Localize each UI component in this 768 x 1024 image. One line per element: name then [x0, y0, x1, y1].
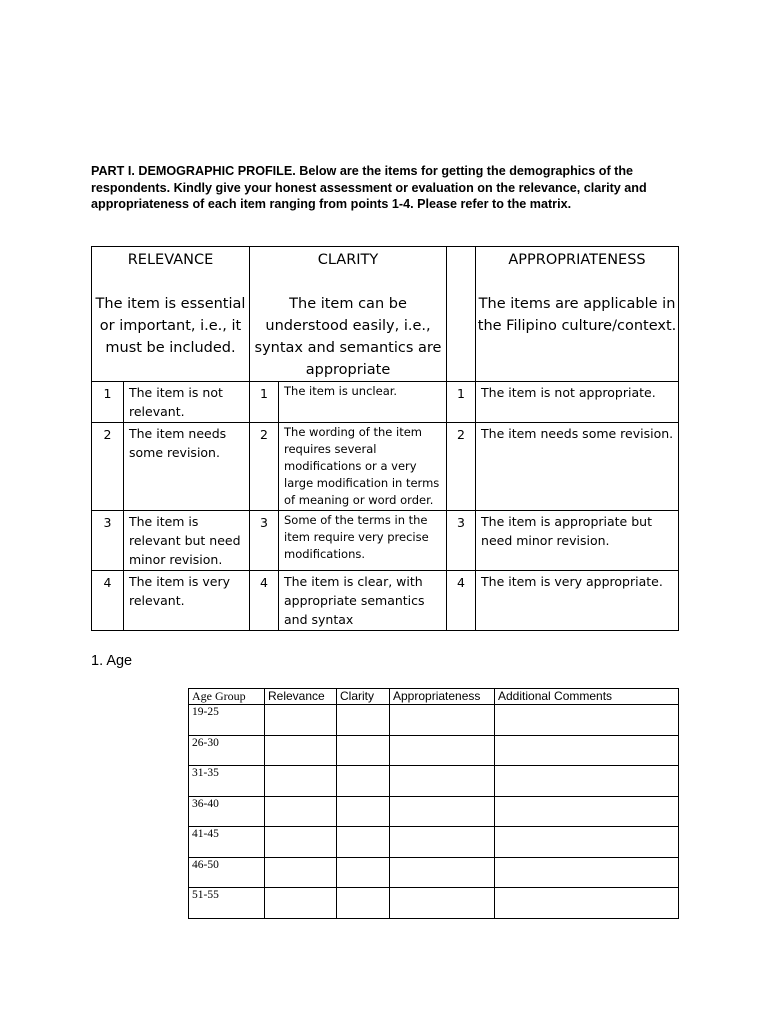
- relevance-text: The item is very relevant.: [124, 571, 250, 631]
- clarity-input-cell[interactable]: [337, 735, 390, 766]
- clarity-score: 2: [250, 423, 279, 511]
- clarity-text: The item is unclear.: [279, 382, 447, 423]
- appropriateness-input-cell[interactable]: [390, 796, 495, 827]
- age-table-header-row: [189, 689, 679, 705]
- appropriateness-text: The item is very appropriate.: [476, 571, 679, 631]
- clarity-input-cell[interactable]: [337, 705, 390, 736]
- clarity-score: 1: [250, 382, 279, 423]
- appropriateness-description: The items are applicable in the Filipino culture/context.: [477, 296, 677, 334]
- appropriateness-input-cell[interactable]: [390, 888, 495, 919]
- relevance-title: RELEVANCE: [127, 252, 214, 268]
- appropriateness-score: 3: [447, 511, 476, 571]
- table-row: [189, 827, 679, 858]
- appropriateness-score: 2: [447, 423, 476, 511]
- table-row: [189, 705, 679, 736]
- age-group-cell: 36-40: [189, 796, 265, 827]
- relevance-input-cell[interactable]: [265, 857, 337, 888]
- comments-input-cell[interactable]: [495, 705, 679, 736]
- clarity-input-cell[interactable]: [337, 888, 390, 919]
- clarity-score: 4: [250, 571, 279, 631]
- comments-input-cell[interactable]: [495, 735, 679, 766]
- clarity-score: 3: [250, 511, 279, 571]
- appropriateness-title: APPROPRIATENESS: [508, 252, 646, 268]
- appropriateness-spacer: [447, 247, 476, 382]
- clarity-description: The item can be understood easily, i.e., syntax and semantics are appropriate: [254, 296, 442, 378]
- comments-input-cell[interactable]: [495, 827, 679, 858]
- comments-input-cell[interactable]: [495, 857, 679, 888]
- comments-input-cell[interactable]: [495, 796, 679, 827]
- table-row: [189, 888, 679, 919]
- clarity-input-cell[interactable]: [337, 857, 390, 888]
- appropriateness-input-cell[interactable]: [390, 857, 495, 888]
- appropriateness-text: The item is appropriate but need minor revision.: [476, 511, 679, 571]
- relevance-text: The item needs some revision.: [124, 423, 250, 511]
- relevance-input-cell[interactable]: [265, 735, 337, 766]
- appropriateness-input-cell[interactable]: [390, 705, 495, 736]
- age-group-cell: 31-35: [189, 766, 265, 797]
- appropriateness-input-cell[interactable]: [390, 766, 495, 797]
- age-group-cell: 41-45: [189, 827, 265, 858]
- clarity-input-cell[interactable]: [337, 766, 390, 797]
- comments-input-cell[interactable]: [495, 888, 679, 919]
- clarity-text: Some of the terms in the item require very precise modifications.: [279, 511, 447, 571]
- relevance-score: 2: [92, 423, 124, 511]
- comments-input-cell[interactable]: [495, 766, 679, 797]
- relevance-text: The item is relevant but need minor revision.: [124, 511, 250, 571]
- appropriateness-input-cell[interactable]: [390, 735, 495, 766]
- relevance-input-cell[interactable]: [265, 827, 337, 858]
- clarity-text: The item is clear, with appropriate semantics and syntax: [279, 571, 447, 631]
- age-group-cell: 19-25: [189, 705, 265, 736]
- clarity-input-cell[interactable]: [337, 827, 390, 858]
- matrix-row: [92, 511, 679, 571]
- matrix-row: [92, 382, 679, 423]
- relevance-score: 3: [92, 511, 124, 571]
- question-title: 1. Age: [91, 653, 133, 669]
- relevance-score: 1: [92, 382, 124, 423]
- appropriateness-input-cell[interactable]: [390, 827, 495, 858]
- header-appropriateness: Appropriateness: [390, 689, 495, 705]
- age-group-cell: 51-55: [189, 888, 265, 919]
- clarity-header: [250, 247, 447, 382]
- header-additional-comments: Additional Comments: [495, 689, 679, 705]
- age-group-cell: 26-30: [189, 735, 265, 766]
- appropriateness-score: 4: [447, 571, 476, 631]
- clarity-text: The wording of the item requires several modifications or a very large modification in terms of meaning or word order.: [279, 423, 447, 511]
- appropriateness-text: The item is not appropriate.: [476, 382, 679, 423]
- header-age-group: Age Group: [189, 689, 265, 705]
- relevance-score: 4: [92, 571, 124, 631]
- rating-matrix: [91, 246, 679, 631]
- matrix-row: [92, 423, 679, 511]
- relevance-input-cell[interactable]: [265, 766, 337, 797]
- relevance-input-cell[interactable]: [265, 888, 337, 919]
- appropriateness-score: 1: [447, 382, 476, 423]
- appropriateness-header: [476, 247, 679, 382]
- relevance-input-cell[interactable]: [265, 796, 337, 827]
- relevance-header: [92, 247, 250, 382]
- instructions-text: PART I. DEMOGRAPHIC PROFILE. Below are the items for getting the demographics of the respondents. Kindly give your honest assessment or evaluation on the relevance, clarity and appropriateness of each item ranging from points 1-4. Please refer to the matrix.: [91, 164, 647, 211]
- clarity-input-cell[interactable]: [337, 796, 390, 827]
- appropriateness-text: The item needs some revision.: [476, 423, 679, 511]
- relevance-text: The item is not relevant.: [124, 382, 250, 423]
- relevance-input-cell[interactable]: [265, 705, 337, 736]
- header-clarity: Clarity: [337, 689, 390, 705]
- matrix-row: [92, 571, 679, 631]
- clarity-title: CLARITY: [317, 252, 379, 268]
- table-row: [189, 857, 679, 888]
- table-row: [189, 796, 679, 827]
- table-row: [189, 766, 679, 797]
- relevance-description: The item is essential or important, i.e., it must be included.: [95, 296, 246, 356]
- header-relevance: Relevance: [265, 689, 337, 705]
- table-row: [189, 735, 679, 766]
- age-group-cell: 46-50: [189, 857, 265, 888]
- age-rating-table: [188, 688, 679, 919]
